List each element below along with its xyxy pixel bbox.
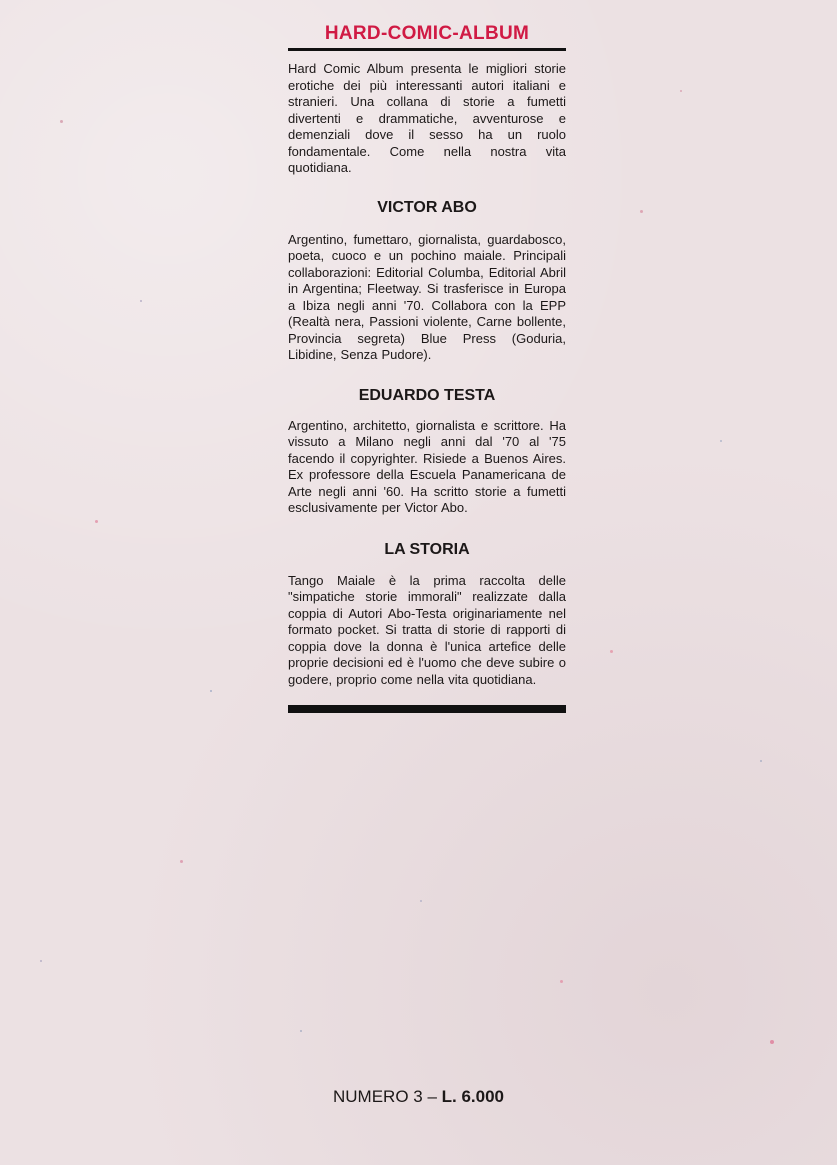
issue-number: NUMERO 3 –: [332, 1087, 442, 1106]
series-title: HARD-COMIC-ALBUM: [324, 23, 530, 44]
paper-speck: [40, 960, 42, 962]
author-eduardo-testa-heading: EDUARDO TESTA: [358, 386, 496, 404]
paper-speck: [300, 1030, 302, 1032]
series-intro: Hard Comic Album presenta le migliori storie erotiche dei più interessanti autori italiani e stranieri. Una collana di storie a fumetti divertenti e drammatiche, avventurose e demenziali dove il sesso ha un ruolo fondamentale. Come nella nostra vita quotidiana.: [288, 61, 566, 175]
closing-rule: [288, 705, 566, 713]
paper-speck: [60, 120, 63, 123]
paper-speck: [180, 860, 183, 863]
paper-speck: [720, 440, 722, 442]
paper-speck: [420, 900, 422, 902]
paper-speck: [140, 300, 142, 302]
author-victor-abo-bio: Argentino, fumettaro, giornalista, guardabosco, poeta, cuoco e un pochino maiale. Principali collaborazioni: Editorial Columba, Editorial Abril in Argentina; Fleetway. Si trasferisce in Europa a Ibiza negli anni '70. Collabora con la EPP (Realtà nera, Passioni violente, Carne bollente, Provincia segreta) Blue Press (Goduria, Libidine, Senza Pudore).: [288, 231, 566, 362]
paper-speck: [610, 650, 613, 653]
issue-price-footer: [0, 1086, 837, 1108]
paper-speck: [760, 760, 762, 762]
paper-speck: [560, 980, 563, 983]
story-description: Tango Maiale è la prima raccolta delle "simpatiche storie immorali" realizzate dalla coppia di Autori Abo-Testa originariamente nel formato pocket. Si tratta di storie di rapporti di coppia dove la donna è l'unica artefice delle proprie decisioni ed è l'uomo che deve subire o godere, proprio come nella vita quotidiana.: [288, 572, 566, 687]
paper-speck: [640, 210, 643, 213]
paper-speck: [770, 1040, 774, 1044]
paper-speck: [680, 90, 682, 92]
story-heading: LA STORIA: [384, 540, 470, 558]
title-underline: [288, 48, 566, 51]
author-victor-abo-heading: VICTOR ABO: [377, 198, 477, 216]
author-eduardo-testa-bio: Argentino, architetto, giornalista e scrittore. Ha vissuto a Milano negli anni dal '70 al '75 facendo il copyrighter. Risiede a Buenos Aires. Ex professore della Escuela Panamericana de Arte negli anni '60. Ha scritto storie a fumetti esclusivamente per Victor Abo.: [288, 417, 566, 515]
text-column: [288, 22, 566, 713]
paper-speck: [95, 520, 98, 523]
price-label: L. 6.000: [441, 1087, 504, 1106]
paper-speck: [210, 690, 212, 692]
